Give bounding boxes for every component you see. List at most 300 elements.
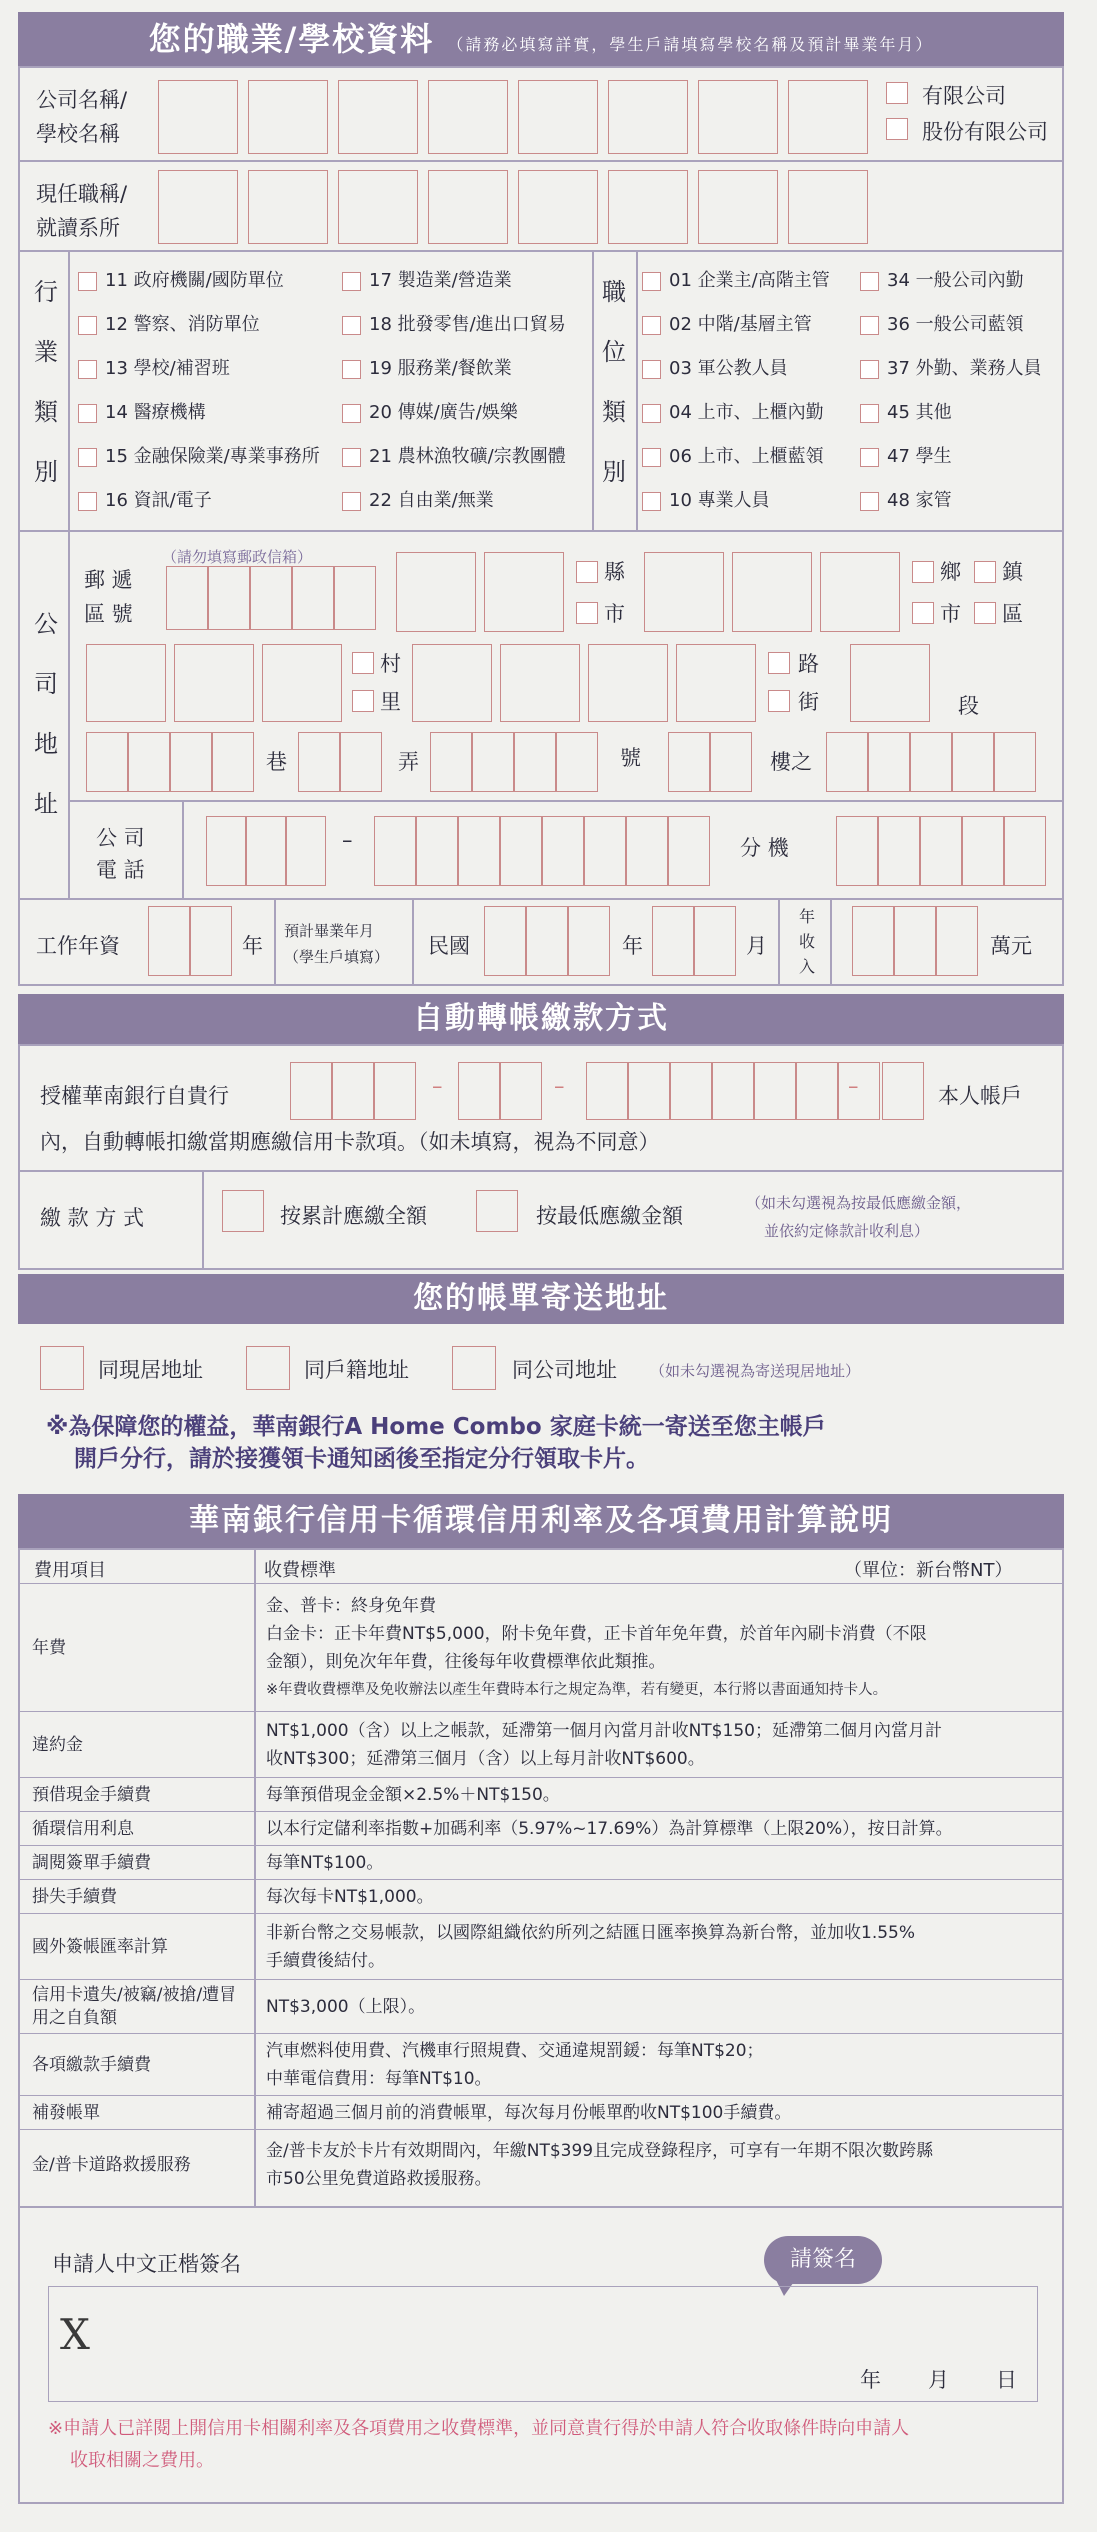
signature-box[interactable] [48,2286,1038,2402]
street-label: 街 [798,690,819,714]
fee-standard-line: 每筆預借現金金額×2.5%＋NT$150。 [266,1785,560,1805]
account-dash: – [554,1074,565,1098]
account-box[interactable] [458,1062,500,1120]
vertical-label-char: 公 [34,610,58,638]
company-name-char-box[interactable] [698,80,778,154]
option-label: 11 政府機關/國防單位 [105,270,284,291]
option-label: 19 服務業/餐飲業 [369,358,512,379]
town-label: 鎮 [1002,560,1023,584]
method-note: （如未勾選視為按最低應繳金額， [746,1194,972,1212]
road-box[interactable] [412,644,492,722]
school-name-label: 學校名稱 [36,122,120,146]
category-option[interactable] [342,266,512,292]
divider [412,898,414,986]
company-address-label [26,594,66,834]
category-option[interactable] [642,398,824,424]
category-option[interactable] [78,486,212,512]
fee-standard [266,2034,1056,2096]
fee-unit: （單位：新台幣NT） [844,1560,1013,1581]
position-char-box[interactable] [338,170,418,244]
company-name-char-box[interactable] [788,80,868,154]
dash: – [342,828,353,852]
fee-standard-line: 收NT$300；延滯第三個月（含）以上每月計收NT$600。 [266,1749,705,1769]
income-box[interactable] [894,906,936,976]
option-checkbox[interactable] [342,404,361,423]
section-note: （請務必填寫詳實，學生戶請填寫學校名稱及預計畢業年月） [447,35,934,54]
road-box[interactable] [500,644,580,722]
floor-box[interactable] [868,732,910,792]
option-checkbox[interactable] [78,404,97,423]
village-label: 村 [380,652,401,676]
number-label: 號 [620,746,641,770]
area-code-box[interactable] [286,816,326,886]
phone-number-box[interactable] [626,816,668,886]
option-checkbox[interactable] [642,448,661,467]
category-option[interactable] [342,310,566,336]
phone-number-box[interactable] [542,816,584,886]
option-checkbox[interactable] [860,272,879,291]
extension-box[interactable] [1004,816,1046,886]
category-option[interactable] [860,442,952,468]
section-banner-autopay [18,994,1064,1044]
vertical-label-char: 司 [34,670,58,698]
limited-company-checkbox[interactable] [886,82,908,104]
option-checkbox[interactable] [642,404,661,423]
lane-box[interactable] [86,732,128,792]
section-banner-billing [18,1274,1064,1324]
category-option[interactable] [642,310,812,336]
fee-standard [266,1846,1056,1880]
category-option[interactable] [860,266,1024,292]
account-box[interactable] [882,1062,924,1120]
category-option[interactable] [860,486,952,512]
divider [202,1170,204,1270]
position-char-box[interactable] [608,170,688,244]
full-amount-label: 按累計應繳全額 [280,1204,427,1228]
annual-income-label [790,904,824,979]
grad-year-box[interactable] [568,906,610,976]
option-checkbox[interactable] [860,448,879,467]
option-checkbox[interactable] [342,360,361,379]
fee-row [20,1846,1062,1880]
option-checkbox[interactable] [642,360,661,379]
county-box[interactable] [484,552,564,632]
option-label: 06 上市、上櫃藍領 [669,446,824,467]
postal-code-box[interactable] [334,566,376,630]
phone-number-box[interactable] [584,816,626,886]
floor-box[interactable] [952,732,994,792]
option-checkbox[interactable] [342,316,361,335]
fee-standard-line: 金、普卡：終身免年費 [266,1596,436,1616]
account-box[interactable] [754,1062,796,1120]
company-name-char-box[interactable] [518,80,598,154]
position-char-box[interactable] [158,170,238,244]
authorize-label: 授權華南銀行自貴行 [40,1084,229,1108]
alley-box[interactable] [298,732,340,792]
category-option[interactable] [78,310,260,336]
fee-standard [266,1812,1056,1846]
fee-item: 違約金 [32,1734,83,1755]
category-option[interactable] [78,266,284,292]
seniority-box[interactable] [148,906,190,976]
corporation-checkbox[interactable] [886,118,908,140]
divider [18,250,1064,252]
city2-label: 市 [940,602,961,626]
option-checkbox[interactable] [342,448,361,467]
category-option[interactable] [860,398,952,424]
fee-row [20,1914,1062,1980]
number-extra-box[interactable] [668,732,710,792]
category-option[interactable] [642,266,830,292]
option-label: 22 自由業/無業 [369,490,494,511]
account-dash: – [848,1074,859,1098]
divider [68,530,70,898]
option-checkbox[interactable] [860,492,879,511]
number-extra-box[interactable] [710,732,752,792]
account-box[interactable] [838,1062,880,1120]
company-name-char-box[interactable] [338,80,418,154]
number-box[interactable] [556,732,598,792]
company-name-char-box[interactable] [608,80,688,154]
phone-number-box[interactable] [500,816,542,886]
floor-box[interactable] [826,732,868,792]
option-checkbox[interactable] [860,404,879,423]
extension-box[interactable] [920,816,962,886]
phone-label: 公 司 [96,826,145,850]
section-title: 自動轉帳繳款方式 [413,1001,669,1036]
option-label: 02 中階/基層主管 [669,314,812,335]
phone-number-box[interactable] [458,816,500,886]
fee-standard-line: 白金卡：正卡年費NT$5,000，附卡免年費，正卡首年免年費，於首年內刷卡消費（不限 [266,1624,927,1644]
li-label: 里 [380,690,401,714]
divider [182,800,184,898]
position-char-box[interactable] [248,170,328,244]
category-option[interactable] [860,354,1042,380]
vertical-label-char: 別 [34,458,58,486]
postal-code-box[interactable] [208,566,250,630]
category-option[interactable] [642,486,770,512]
divider [636,250,638,530]
option-label: 37 外勤、業務人員 [887,358,1042,379]
option-label: 01 企業主/高階主管 [669,270,830,291]
town-checkbox[interactable] [974,561,996,583]
industry-category-label [26,262,66,502]
own-account-label: 本人帳戶 [938,1084,1022,1108]
lane-box[interactable] [212,732,254,792]
option-checkbox[interactable] [860,316,879,335]
sign-month-label: 月 [928,2368,949,2392]
same-household-checkbox[interactable] [246,1346,290,1390]
grad-note: （學生戶填寫） [284,948,390,966]
section-box[interactable] [850,644,930,722]
seniority-box[interactable] [190,906,232,976]
position-char-box[interactable] [518,170,598,244]
fee-item: 各項繳款手續費 [32,2054,151,2075]
fee-row [20,1712,1062,1778]
option-label: 10 專業人員 [669,490,770,511]
township-checkbox[interactable] [912,561,934,583]
village-checkbox[interactable] [352,652,374,674]
category-option[interactable] [342,354,512,380]
extension-box[interactable] [962,816,1004,886]
village-area-box[interactable] [174,644,254,722]
fee-standard-header: 收費標準 [264,1560,336,1581]
village-area-box[interactable] [86,644,166,722]
fee-standard [266,1980,1056,2034]
postal-code-box[interactable] [292,566,334,630]
option-checkbox[interactable] [860,360,879,379]
fee-item: 金/普卡道路救援服務 [32,2154,191,2175]
fee-standard-line: 每次每卡NT$1,000。 [266,1887,434,1907]
vertical-label-char: 類 [602,398,626,426]
phone-label-2: 電 話 [96,858,145,882]
fee-item: 補發帳單 [32,2102,100,2123]
fee-item: 循環信用利息 [32,1818,134,1839]
job-category-label [594,262,634,502]
company-name-char-box[interactable] [428,80,508,154]
option-label: 20 傳媒/廣告/娛樂 [369,402,518,423]
option-label: 04 上市、上櫃內勤 [669,402,824,423]
fee-row [20,2130,1062,2200]
min-amount-label: 按最低應繳金額 [536,1204,683,1228]
fee-row [20,1980,1062,2034]
sign-year-label: 年 [860,2368,881,2392]
section-banner-fees [18,1494,1064,1548]
grad-month-box[interactable] [652,906,694,976]
village-area-box[interactable] [262,644,342,722]
fee-standard [266,2130,1056,2200]
income-box[interactable] [852,906,894,976]
township-box[interactable] [820,552,900,632]
fee-row [20,2034,1062,2096]
option-label: 14 醫療機構 [105,402,206,423]
category-option[interactable] [642,354,788,380]
company-name-char-box[interactable] [248,80,328,154]
lane-label: 巷 [266,750,287,774]
section-title: 您的職業/學校資料 [148,20,435,58]
category-option[interactable] [642,442,824,468]
option-checkbox[interactable] [78,360,97,379]
li-checkbox[interactable] [352,690,374,712]
floor-label: 樓之 [770,750,812,774]
fee-standard-line: 以本行定儲利率指數+加碼利率（5.97%~17.69%）為計算標準（上限20%），按日計算。 [266,1819,953,1839]
fee-standard-line: NT$3,000（上限）。 [266,1997,426,2017]
warning-text: ※為保障您的權益，華南銀行A Home Combo 家庭卡統一寄送至您主帳戶 [46,1414,826,1440]
township-box[interactable] [732,552,812,632]
same-company-checkbox[interactable] [452,1346,496,1390]
phone-number-box[interactable] [374,816,416,886]
account-box[interactable] [712,1062,754,1120]
number-box[interactable] [472,732,514,792]
option-checkbox[interactable] [342,492,361,511]
category-option[interactable] [78,442,320,468]
same-household-label: 同戶籍地址 [304,1358,409,1382]
option-checkbox[interactable] [78,272,97,291]
income-unit: 萬元 [990,934,1032,958]
divider [274,898,276,986]
street-checkbox[interactable] [768,690,790,712]
city-label: 市 [604,602,625,626]
option-checkbox[interactable] [78,448,97,467]
full-amount-checkbox[interactable] [222,1190,264,1232]
vertical-label-char: 別 [602,458,626,486]
postal-code-box[interactable] [166,566,208,630]
postal-label: 郵 遞 [84,568,133,592]
account-box[interactable] [628,1062,670,1120]
fee-standard [266,1712,1056,1778]
road-label: 路 [798,652,819,676]
phone-number-box[interactable] [668,816,710,886]
option-label: 45 其他 [887,402,952,423]
grad-label: 預計畢業年月 [284,922,375,940]
fee-item: 調閱簽單手續費 [32,1852,151,1873]
alley-box[interactable] [340,732,382,792]
year-unit: 年 [242,934,263,958]
limited-company-label: 有限公司 [922,84,1006,108]
fee-item: 年費 [32,1637,66,1658]
vertical-label-char: 行 [34,278,58,306]
township-label: 鄉 [940,560,961,584]
sign-here-text: 請簽名 [789,2247,856,2272]
fee-standard-line: 汽車燃料使用費、汽機車行照規費、交通違規罰鍰：每筆NT$20； [266,2041,764,2061]
road-box[interactable] [676,644,756,722]
number-box[interactable] [430,732,472,792]
floor-box[interactable] [910,732,952,792]
option-checkbox[interactable] [642,316,661,335]
fee-standard-line: ※年費收費標準及免收辦法以產生年費時本行之規定為準，若有變更，本行將以書面通知持卡人。 [266,1682,888,1698]
option-label: 36 一般公司藍領 [887,314,1024,335]
divider [18,530,1064,532]
category-option[interactable] [78,354,230,380]
signature-label: 申請人中文正楷簽名 [52,2252,241,2276]
vertical-label-char: 位 [602,338,626,366]
account-box[interactable] [332,1062,374,1120]
corporation-label: 股份有限公司 [922,120,1048,144]
min-amount-checkbox[interactable] [476,1190,518,1232]
option-label: 16 資訊/電子 [105,490,212,511]
account-box[interactable] [670,1062,712,1120]
position-char-box[interactable] [788,170,868,244]
position-char-box[interactable] [698,170,778,244]
option-checkbox[interactable] [642,272,661,291]
fee-item: 掛失手續費 [32,1886,117,1907]
township-box[interactable] [644,552,724,632]
disclaimer-text-2: 收取相關之費用。 [70,2450,214,2471]
area-code-box[interactable] [206,816,246,886]
grad-month-label: 月 [746,934,767,958]
road-checkbox[interactable] [768,652,790,674]
fee-standard [266,1584,1056,1712]
seniority-label: 工作年資 [36,934,120,958]
section-title: 華南銀行信用卡循環信用利率及各項費用計算說明 [189,1503,893,1538]
fee-row [20,1778,1062,1812]
option-label: 17 製造業/營造業 [369,270,512,291]
option-label: 21 農林漁牧礦/宗教團體 [369,446,566,467]
road-box[interactable] [588,644,668,722]
position-label: 現任職稱/ [36,182,128,206]
category-option[interactable] [860,310,1024,336]
postal-code-box[interactable] [250,566,292,630]
divider [778,898,780,986]
county-checkbox[interactable] [576,561,598,583]
option-label: 03 軍公教人員 [669,358,788,379]
grad-year-box[interactable] [484,906,526,976]
account-box[interactable] [374,1062,416,1120]
option-checkbox[interactable] [342,272,361,291]
fee-standard [266,2096,1056,2130]
category-option[interactable] [342,442,566,468]
district-checkbox[interactable] [974,602,996,624]
account-box[interactable] [796,1062,838,1120]
number-box[interactable] [514,732,556,792]
category-option[interactable] [342,398,518,424]
option-checkbox[interactable] [78,316,97,335]
section-label: 段 [958,694,979,718]
divider [18,1170,1064,1172]
vertical-label-char: 址 [34,790,58,818]
account-box[interactable] [290,1062,332,1120]
vertical-label-char: 收 [798,932,815,951]
payment-method-label: 繳 款 方 式 [40,1206,145,1230]
phone-number-box[interactable] [416,816,458,886]
extension-box[interactable] [878,816,920,886]
fee-standard-line: 金額），則免次年年費，往後每年收費標準依此類推。 [266,1652,666,1672]
option-checkbox[interactable] [642,492,661,511]
company-name-char-box[interactable] [158,80,238,154]
lane-box[interactable] [128,732,170,792]
signature-mark: X [60,2310,90,2359]
fee-table [18,1548,1064,2208]
option-checkbox[interactable] [78,492,97,511]
billing-note: （如未勾選視為寄送現居地址） [650,1362,861,1380]
extension-box[interactable] [836,816,878,886]
city-checkbox[interactable] [576,602,598,624]
fee-item: 國外簽帳匯率計算 [32,1936,168,1957]
fee-standard [266,1778,1056,1812]
divider [68,250,70,530]
fee-row [20,1812,1062,1846]
category-option[interactable] [78,398,206,424]
option-label: 18 批發零售/進出口貿易 [369,314,566,335]
fee-standard-line: 市50公里免費道路救援服務。 [266,2169,492,2189]
floor-box[interactable] [994,732,1036,792]
position-char-box[interactable] [428,170,508,244]
option-label: 13 學校/補習班 [105,358,230,379]
fee-item: 信用卡遺失/被竊/被搶/遭冒用之自負額 [32,1985,237,2028]
grad-year-box[interactable] [526,906,568,976]
grad-month-box[interactable] [694,906,736,976]
income-box[interactable] [936,906,978,976]
option-label: 47 學生 [887,446,952,467]
category-option[interactable] [342,486,494,512]
section-title: 您的帳單寄送地址 [413,1281,669,1316]
city2-checkbox[interactable] [912,602,934,624]
county-box[interactable] [396,552,476,632]
account-box[interactable] [586,1062,628,1120]
department-label: 就讀系所 [36,216,120,240]
vertical-label-char: 類 [34,398,58,426]
account-box[interactable] [500,1062,542,1120]
vertical-label-char: 職 [602,278,626,306]
area-code-box[interactable] [246,816,286,886]
section-banner-occupation [18,12,1064,66]
same-residence-checkbox[interactable] [40,1346,84,1390]
option-label: 15 金融保險業/專業事務所 [105,446,320,467]
fee-item-header: 費用項目 [34,1560,106,1581]
lane-box[interactable] [170,732,212,792]
fee-standard-line: 手續費後結付。 [266,1951,385,1971]
vertical-label-char: 業 [34,338,58,366]
